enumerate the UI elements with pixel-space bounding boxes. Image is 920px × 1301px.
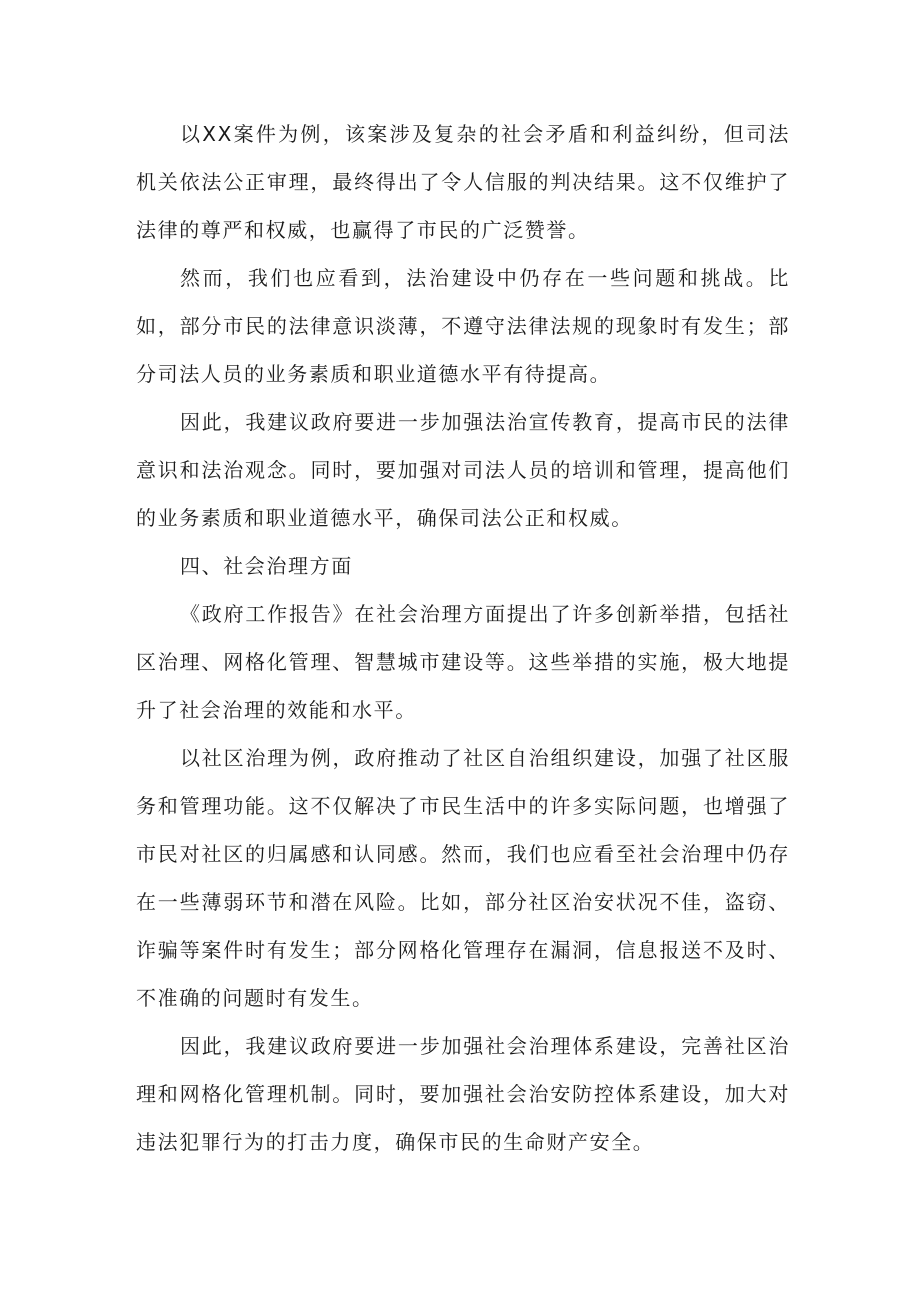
paragraph-rule-of-law-challenges: 然而，我们也应看到，法治建设中仍存在一些问题和挑战。比如，部分市民的法律意识淡薄，不遵守法律法规的现象时有发生；部分司法人员的业务素质和职业道德水平有待提高。 xyxy=(136,266,790,386)
paragraph-governance-suggestions: 因此，我建议政府要进一步加强社会治理体系建设，完善社区治理和网格化管理机制。同时，要加强社会治安防控体系建设，加大对违法犯罪行为的打击力度，确保市民的生命财产安全。 xyxy=(136,1034,790,1154)
paragraph-governance-measures: 《政府工作报告》在社会治理方面提出了许多创新举措，包括社区治理、网格化管理、智慧城市建设等。这些举措的实施，极大地提升了社会治理的效能和水平。 xyxy=(136,602,790,722)
paragraph-case-example: 以XX案件为例，该案涉及复杂的社会矛盾和利益纠纷，但司法机关依法公正审理，最终得出了令人信服的判决结果。这不仅维护了法律的尊严和权威，也赢得了市民的广泛赞誉。 xyxy=(136,122,790,242)
section-heading-social-governance: 四、社会治理方面 xyxy=(180,554,353,578)
document-body xyxy=(136,110,790,1166)
paragraph-community-governance: 以社区治理为例，政府推动了社区自治组织建设，加强了社区服务和管理功能。这不仅解决了市民生活中的许多实际问题，也增强了市民对社区的归属感和认同感。然而，我们也应看至社会治理中仍存在一些薄弱环节和潜在风险。比如，部分社区治安状况不佳，盗窃、诈骗等案件时有发生；部分网格化管理存在漏洞，信息报送不及时、不准确的问题时有发生。 xyxy=(136,746,790,1010)
paragraph-rule-of-law-suggestions: 因此，我建议政府要进一步加强法治宣传教育，提高市民的法律意识和法治观念。同时，要加强对司法人员的培训和管理，提高他们的业务素质和职业道德水平，确保司法公正和权威。 xyxy=(136,410,790,530)
